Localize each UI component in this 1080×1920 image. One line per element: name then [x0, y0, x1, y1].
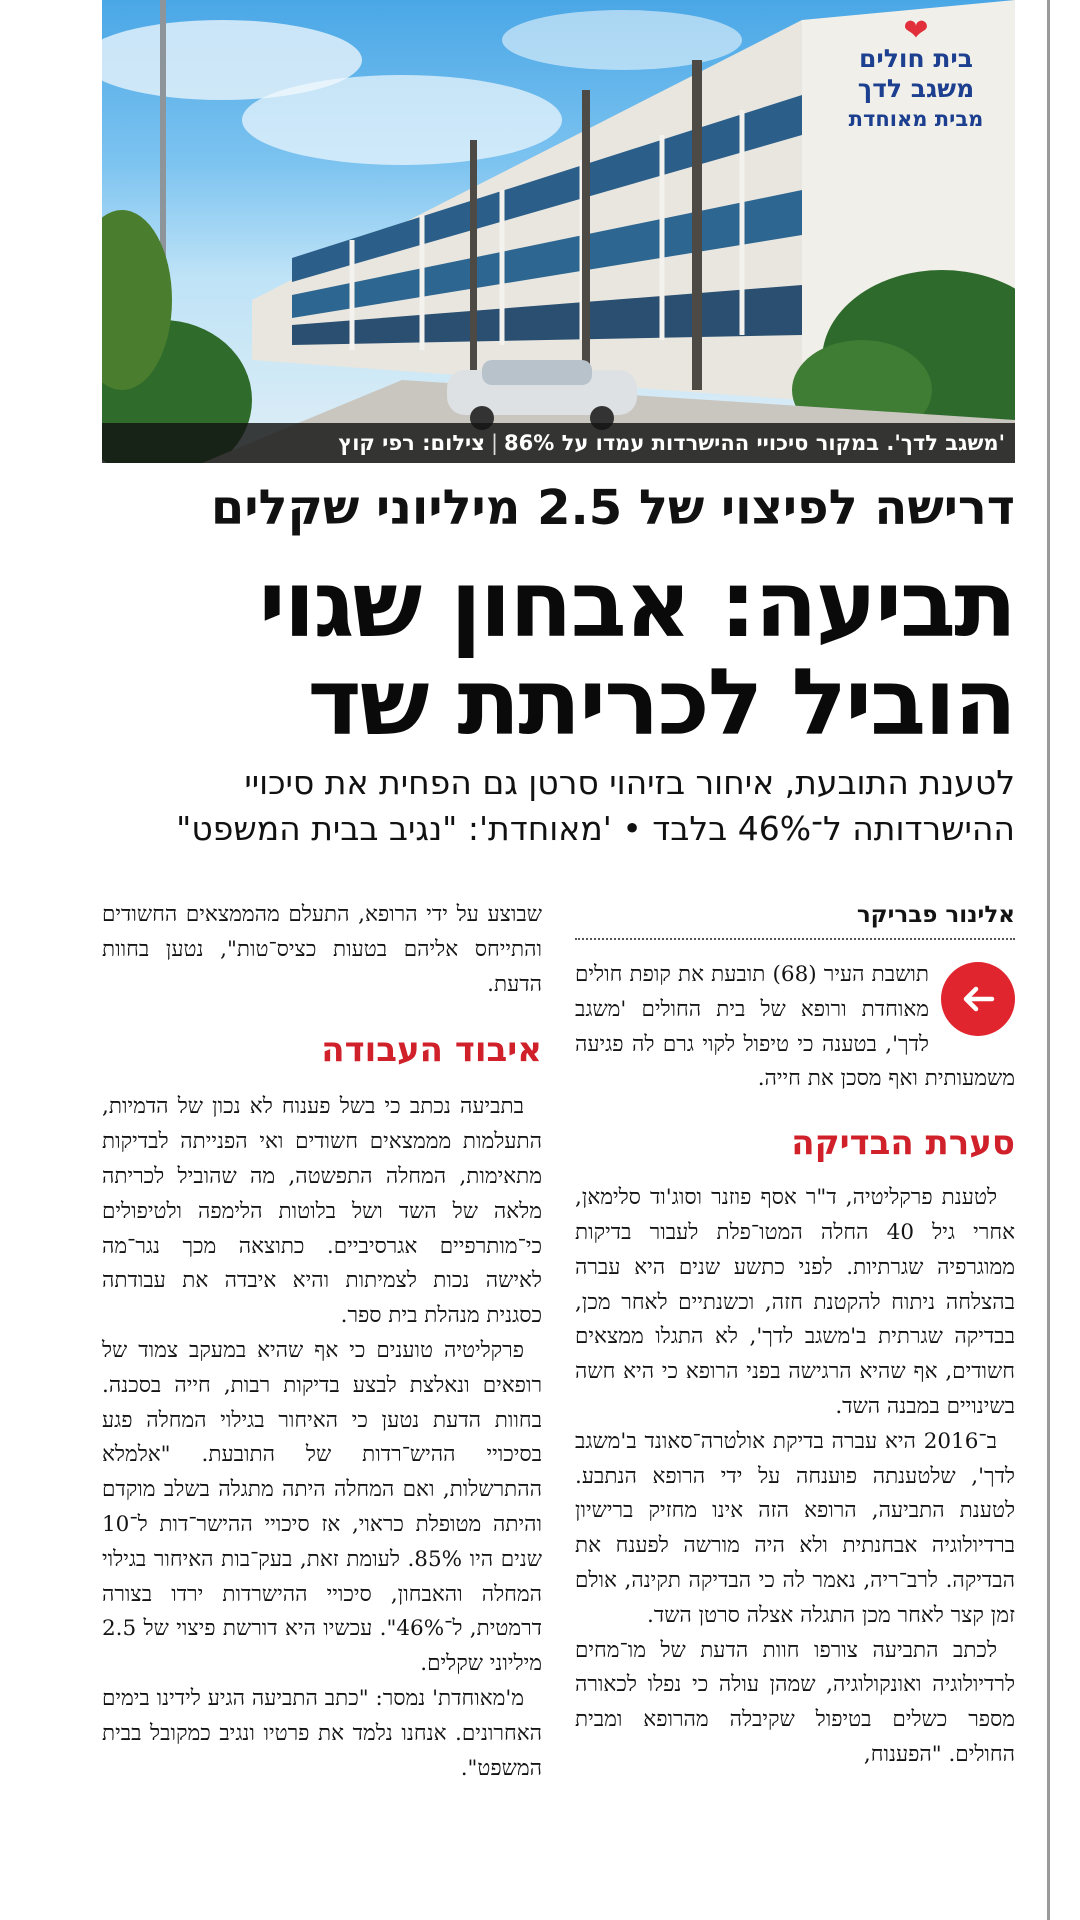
- byline: אלינור פבריקר: [575, 898, 1015, 940]
- subheadline: לטענת התובעת, איחור בזיהוי סרטן גם הפחית את סיכויי ההישרדותה ל־46% בלבד • 'מאוחדת': "נגיב בבית המשפט": [176, 763, 1015, 848]
- body-paragraph: לכתב התביעה צורפו חוות הדעת של מו־מחים לרדיולוגיה ואונקולוגיה, שמהן עולה כי נפלו לכאורה מספר כשלים בטיפול שקיבלה מהרופא ומבית החולים. "הפענוח,: [575, 1637, 1015, 1767]
- headline-line-2: הוביל לכריתת שד: [307, 649, 1015, 756]
- sign-line: משגב לדך: [857, 74, 975, 103]
- lead-paragraph: תושבת העיר (68) תובעת את קופת חולים מאוחדת ורופא של בית החולים 'משגב לדך', בטענה כי טיפול לקוי גרם לה פגיעה משמעותית ואף מסכן את חייה.: [575, 962, 1015, 1092]
- caption-credit: צילום: רפי קוץ: [338, 431, 485, 455]
- caption-main: 'משגב לדך'. במקור סיכויי ההישרדות עמדו על 86%: [504, 431, 1005, 455]
- arrow-left-icon: [941, 962, 1015, 1036]
- article-column-left: [102, 898, 542, 1786]
- sign-line: בית חולים: [858, 44, 974, 73]
- body-paragraph: מ'מאוחדת' נמסר: "כתב התביעה הגיע לידינו בימים האחרונים. אנחנו נלמד את פרטיו ונגיב כמקובל בבית המשפט".: [102, 1685, 542, 1781]
- sign-line: מבית מאוחדת: [848, 107, 984, 131]
- body-paragraph: לטענת פרקליטיה, ד"ר אסף פוזנר וסוג'וד סלימאן, אחרי גיל 40 החלה המטו־פלת לעבור בדיקות ממוגרפיה שגרתיות. לפני כתשע שנים היא עברה בהצלחה ניתוח להקטנת חזה, וכשנתיים לאחר מכן, בבדיקה שגרתית ב'משגב לדך', לא התגלו ממצאים חשודים, אף שהיא הרגישה בפני הרופא כי היא חשה בשינויים במבנה השד.: [575, 1185, 1015, 1419]
- headline: [102, 551, 1015, 756]
- headline-line-1: תביעה: אבחון שגוי: [258, 551, 1015, 658]
- caption-separator: |: [490, 431, 499, 455]
- section-title: איבוד העבודה: [321, 1030, 542, 1071]
- article-column-right: [575, 898, 1015, 1773]
- lead-paragraph-wrap: [575, 958, 1015, 1097]
- page-edge-rule: [1047, 0, 1050, 1920]
- body-paragraph: שבוצע על ידי הרופא, התעלם מהממצאים החשודים והתייחס אליהם בטעות כציס־טות", נטען בחוות הדעת.: [102, 902, 542, 997]
- kicker: דרישה לפיצוי של 2.5 מיליוני שקלים: [210, 480, 1015, 536]
- photo-caption: [102, 423, 1015, 463]
- body-paragraph: בתביעה נכתב כי בשל פענוח לא נכון של הדמיות, התעלמות מממצאים חשודים ואי הפנייתה לבדיקות מתאימות, המחלה התפשטה, מה שהוביל לכריתה מלאה של השד ושל בלוטות הלימפה ולטיפולים כי־מותרפיים אגרסיביים. כתוצאה מכך נגר־מה לאישה נכות לצמיתות והיא איבדה את עבודתה כסגנית מנהלת בית ספר.: [102, 1094, 542, 1329]
- heart-logo-icon: ❤: [903, 13, 929, 48]
- section-title: סערת הבדיקה: [791, 1123, 1015, 1164]
- body-paragraph: פרקליטיה טוענים כי אף שהיא במעקב צמוד של רופאים ונאלצת לבצע בדיקות רבות, חייה בסכנה. בחוות הדעת נטען כי האיחור בגילוי המחלה פגע בסיכויי ההיש־רדות של התובעת. "אלמלא ההתרשלות, ואם המחלה היתה מתגלה בשלב מוקדם והיתה מטופלת כראוי, אז סיכויי ההישר־דות ל־10 שנים היו 85%. לעומת זאת, בעק־בות האיחור בגילוי המחלה והאבחון, סיכויי ההישרדות ירדו בצורה דרמטית, ל־46%". עכשיו היא דורשת פיצוי של 2.5 מיליוני שקלים.: [102, 1337, 543, 1677]
- hospital-photo: [102, 0, 1015, 463]
- body-paragraph: ב־2016 היא עברה בדיקת אולטרה־סאונד ב'משגב לדך', שלטענתה פוענחה על ידי הרופא הנתבע. לטענת התביעה, הרופא הזה אינו מחזיק ברישיון ברדיולוגיה אבחנתית ולא היה מורשה לפענח את הבדיקה. לרב־ריה, נאמר לה כי הבדיקה תקינה, אולם זמן קצר לאחר מכן התגלה אצלה סרטן השד.: [575, 1428, 1015, 1628]
- hospital-sign: [841, 13, 991, 134]
